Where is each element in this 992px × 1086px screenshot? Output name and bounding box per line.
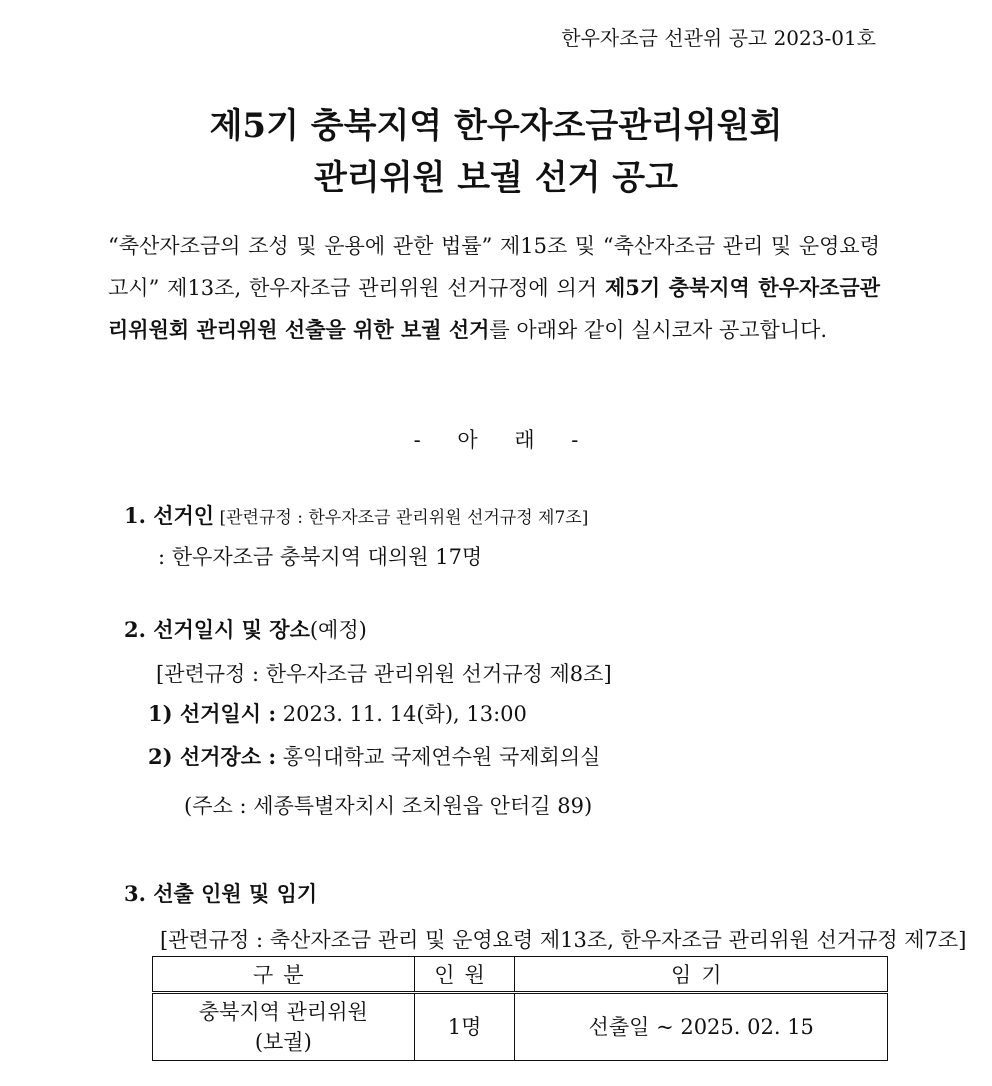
section-2-heading [124,614,367,644]
intro-text-2: 를 아래와 같이 실시코자 공고합니다. [489,318,828,342]
category-line-1: 충북지역 관리위원 [198,1000,368,1024]
header-count: 인원 [414,957,515,993]
section-1-ref: [관련규정 : 한우자조금 관리위원 선거규정 제7조] [214,508,589,528]
section-3-title: 3. 선출 인원 및 임기 [124,881,318,906]
section-2-title-suffix: (예정) [309,618,367,642]
election-venue-label: 2) 선거장소 : [148,744,277,769]
section-1-title: 1. 선거인 [124,503,215,528]
table-header-row [153,957,888,993]
election-date-value: 2023. 11. 14(화), 13:00 [276,702,527,726]
election-venue-value: 홍익대학교 국제연수원 국제회의실 [276,745,601,769]
election-venue [148,741,600,771]
intro-text-1: “축산자조금의 조성 및 운용에 관한 법률” 제15조 및 “축산자조금 관리 및 운영요령 고시” 제13조, 한우자조금 관리위원 선거규정에 의거 [108,234,880,300]
title-line-2: 관리위원 보궐 선거 공고 [314,158,678,198]
title-line-1: 제5기 충북지역 한우자조금관리위원회 [209,106,783,146]
below-label: - 아 래 - [413,428,579,452]
intro-text-bold: 제5기 충북지역 한우자조금관리위원회 관리위원 선출을 위한 보궐 선거 [108,275,881,342]
section-1-heading [124,500,588,530]
section-2-title: 2. 선거일시 및 장소 [124,617,310,642]
header-category: 구분 [153,957,415,993]
venue-address: (주소 : 세종특별자치시 조치원읍 안터길 89) [184,794,593,818]
section-3-ref: [관련규정 : 축산자조금 관리 및 운영요령 제13조, 한우자조금 관리위원 선거규정 제7조] [160,928,967,952]
section-1-content: : 한우자조금 충북지역 대의원 17명 [158,545,483,569]
cell-term: 선출일 ~ 2025. 02. 15 [515,993,888,1061]
cell-category [153,993,415,1061]
category-line-2: (보궐) [254,1030,312,1054]
section-2-ref: [관련규정 : 한우자조금 관리위원 선거규정 제8조] [156,662,612,686]
election-date [148,698,527,728]
notice-number: 한우자조금 선관위 공고 2023-01호 [561,26,876,50]
election-date-label: 1) 선거일시 : [148,701,277,726]
page-title [0,100,992,204]
election-table [152,956,888,1061]
header-term: 임기 [515,957,888,993]
table-row [153,993,888,1061]
section-3-heading [124,878,317,908]
cell-count: 1명 [414,993,515,1061]
intro-paragraph [108,226,880,351]
